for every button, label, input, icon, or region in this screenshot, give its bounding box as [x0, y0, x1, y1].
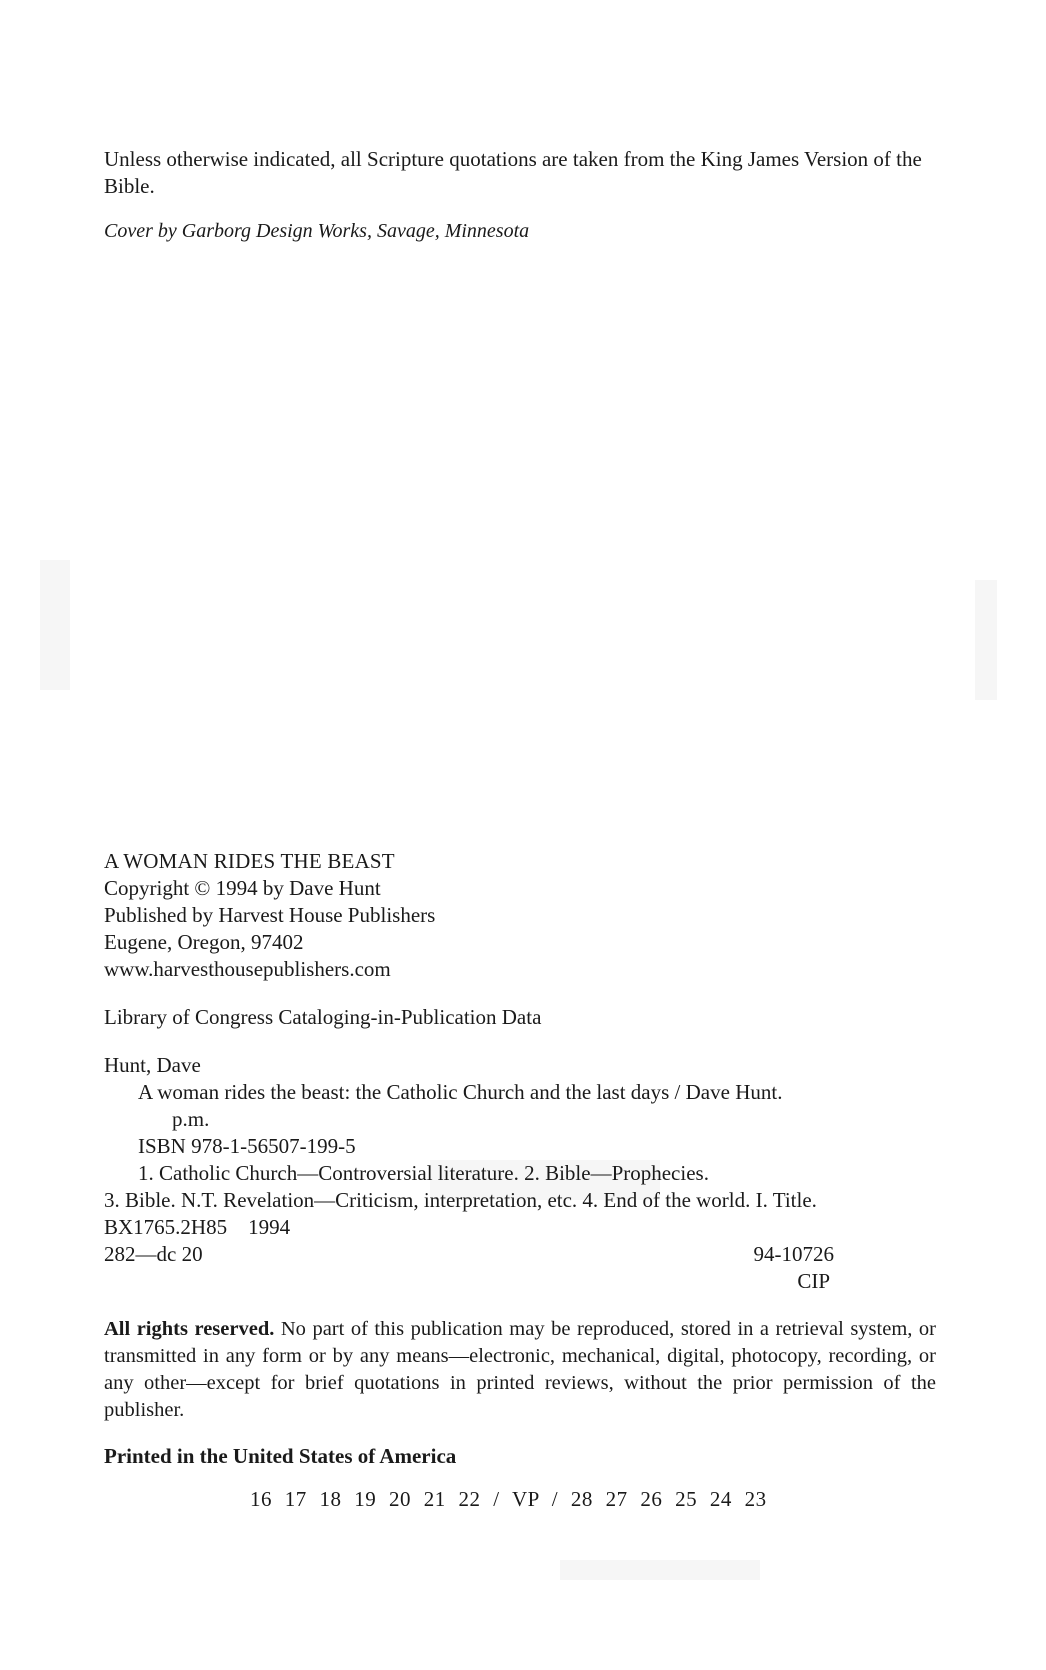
lccn-heading: Library of Congress Cataloging-in-Publication Data — [104, 1005, 542, 1029]
cip-record — [104, 1052, 934, 1295]
printing-number-line: 16 17 18 19 20 21 22 / VP / 28 27 26 25 24 23 — [250, 1487, 767, 1511]
cip-pagination: p.m. — [172, 1107, 210, 1131]
scripture-version-note: Unless otherwise indicated, all Scripture quotations are taken from the King James Version of the Bible. — [104, 147, 922, 198]
cip-call-number: BX1765.2H85 1994 — [104, 1215, 291, 1239]
publisher-address: Eugene, Oregon, 97402 — [104, 930, 304, 954]
printed-in-country: Printed in the United States of America — [104, 1444, 457, 1468]
cip-label-row — [104, 1268, 934, 1295]
rights-body: No part of this publication may be reproduced, stored in a retrieval system, or transmitted in any form or by any means—electronic, mechanical, digital, photocopy, recording, or any other—except for brief quotations in printed reviews, without the prior permission of the publisher. — [104, 1318, 936, 1421]
copyright-block — [104, 848, 934, 983]
cover-credit: Cover by Garborg Design Works, Savage, Minnesota — [104, 220, 530, 242]
cip-dewey: 282—dc 20 — [104, 1242, 203, 1266]
cip-label: CIP — [797, 1269, 830, 1293]
cip-author: Hunt, Dave — [104, 1053, 201, 1077]
publisher-line: Published by Harvest House Publishers — [104, 903, 436, 927]
cip-subjects-line-1: 1. Catholic Church—Controversial literature. 2. Bible—Prophecies. — [138, 1161, 709, 1185]
publisher-website: www.harvesthousepublishers.com — [104, 957, 391, 981]
copyright-line: Copyright © 1994 by Dave Hunt — [104, 876, 381, 900]
book-title: A WOMAN RIDES THE BEAST — [104, 849, 395, 873]
rights-lead: All rights reserved. — [104, 1318, 275, 1340]
rights-statement — [104, 1316, 936, 1424]
cip-dewey-row — [104, 1241, 934, 1268]
cip-subjects-line-2: 3. Bible. N.T. Revelation—Criticism, interpretation, etc. 4. End of the world. I. Title. — [104, 1188, 817, 1212]
cip-lccn-number: 94-10726 — [753, 1242, 834, 1266]
cip-title-statement: A woman rides the beast: the Catholic Church and the last days / Dave Hunt. — [138, 1080, 783, 1104]
cip-isbn: ISBN 978-1-56507-199-5 — [138, 1134, 356, 1158]
